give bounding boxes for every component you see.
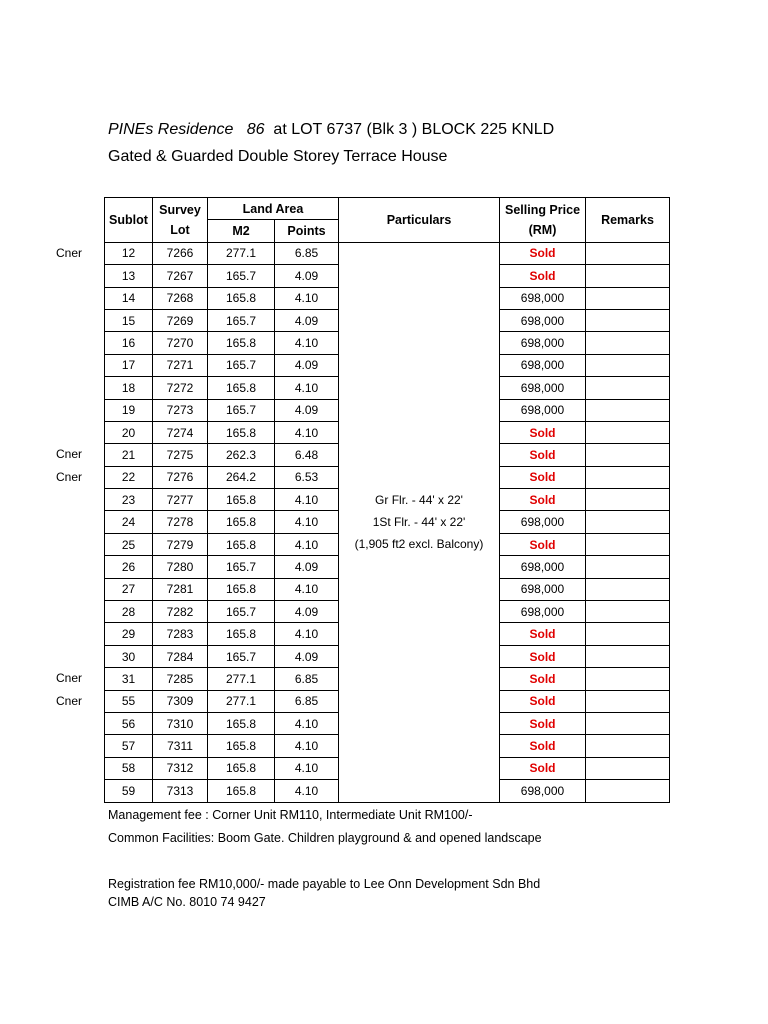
header-selling-price: Selling Price (RM)	[500, 198, 586, 243]
survey-lot-cell: 7282	[153, 601, 208, 623]
points-cell: 4.09	[275, 265, 339, 287]
m2-cell: 165.7	[208, 556, 275, 578]
points-cell: 4.10	[275, 533, 339, 555]
m2-cell: 277.1	[208, 242, 275, 264]
survey-lot-cell: 7285	[153, 668, 208, 690]
page-title	[108, 121, 554, 139]
selling-price-cell: 698,000	[500, 601, 586, 623]
points-cell: 4.10	[275, 287, 339, 309]
survey-lot-cell: 7313	[153, 780, 208, 802]
m2-cell: 165.7	[208, 645, 275, 667]
management-fee: Management fee : Corner Unit RM110, Intermediate Unit RM100/-	[108, 808, 473, 822]
header-m2: M2	[208, 220, 275, 242]
sublot-cell: 25	[105, 533, 153, 555]
points-cell: 4.09	[275, 601, 339, 623]
points-cell: 6.85	[275, 690, 339, 712]
m2-cell: 165.8	[208, 578, 275, 600]
selling-price-cell: Sold	[500, 735, 586, 757]
corner-unit-label: Cner	[56, 671, 83, 685]
survey-lot-cell: 7268	[153, 287, 208, 309]
survey-lot-cell: 7273	[153, 399, 208, 421]
points-cell: 4.10	[275, 421, 339, 443]
bank-account: CIMB A/C No. 8010 74 9427	[108, 895, 266, 909]
sublot-cell: 31	[105, 668, 153, 690]
survey-lot-cell: 7274	[153, 421, 208, 443]
header-survey-lot: Survey Lot	[153, 198, 208, 243]
remarks-cell	[586, 556, 670, 578]
m2-cell: 165.8	[208, 712, 275, 734]
header-sublot: Sublot	[105, 198, 153, 243]
selling-price-cell: 698,000	[500, 377, 586, 399]
remarks-cell	[586, 623, 670, 645]
survey-lot-cell: 7279	[153, 533, 208, 555]
m2-cell: 277.1	[208, 668, 275, 690]
survey-lot-cell: 7281	[153, 578, 208, 600]
remarks-cell	[586, 645, 670, 667]
particulars-line: (1,905 ft2 excl. Balcony)	[354, 537, 484, 552]
sublot-cell: 59	[105, 780, 153, 802]
selling-price-cell: 698,000	[500, 511, 586, 533]
selling-price-cell: Sold	[500, 466, 586, 488]
header-remarks: Remarks	[586, 198, 670, 243]
survey-lot-cell: 7278	[153, 511, 208, 533]
selling-price-cell: Sold	[500, 712, 586, 734]
m2-cell: 165.8	[208, 377, 275, 399]
selling-price-cell: Sold	[500, 489, 586, 511]
survey-lot-cell: 7312	[153, 757, 208, 779]
sublot-cell: 16	[105, 332, 153, 354]
points-cell: 6.53	[275, 466, 339, 488]
points-cell: 4.10	[275, 511, 339, 533]
lot-info: at LOT 6737 (Blk 3 ) BLOCK 225 KNLD	[273, 121, 555, 138]
points-cell: 4.10	[275, 332, 339, 354]
points-cell: 4.09	[275, 556, 339, 578]
remarks-cell	[586, 287, 670, 309]
survey-lot-cell: 7269	[153, 309, 208, 331]
m2-cell: 264.2	[208, 466, 275, 488]
sublot-cell: 28	[105, 601, 153, 623]
header-points: Points	[275, 220, 339, 242]
selling-price-cell: Sold	[500, 690, 586, 712]
points-cell: 4.09	[275, 309, 339, 331]
points-cell: 4.09	[275, 399, 339, 421]
survey-lot-cell: 7309	[153, 690, 208, 712]
m2-cell: 165.8	[208, 287, 275, 309]
remarks-cell	[586, 265, 670, 287]
table-row	[105, 242, 670, 264]
m2-cell: 262.3	[208, 444, 275, 466]
sublot-cell: 17	[105, 354, 153, 376]
survey-lot-cell: 7277	[153, 489, 208, 511]
remarks-cell	[586, 780, 670, 802]
common-facilities: Common Facilities: Boom Gate. Children playground & and opened landscape	[108, 831, 542, 845]
m2-cell: 165.8	[208, 623, 275, 645]
sublot-cell: 27	[105, 578, 153, 600]
m2-cell: 165.8	[208, 421, 275, 443]
points-cell: 4.10	[275, 623, 339, 645]
project-name: PINEs Residence	[108, 121, 234, 138]
points-cell: 6.85	[275, 668, 339, 690]
remarks-cell	[586, 421, 670, 443]
m2-cell: 165.8	[208, 489, 275, 511]
particulars-cell	[339, 242, 500, 802]
selling-price-cell: Sold	[500, 645, 586, 667]
selling-price-cell: Sold	[500, 242, 586, 264]
survey-lot-cell: 7311	[153, 735, 208, 757]
m2-cell: 165.8	[208, 757, 275, 779]
selling-price-cell: 698,000	[500, 399, 586, 421]
points-cell: 6.48	[275, 444, 339, 466]
sublot-cell: 19	[105, 399, 153, 421]
selling-price-cell: Sold	[500, 623, 586, 645]
sublot-cell: 57	[105, 735, 153, 757]
points-cell: 6.85	[275, 242, 339, 264]
points-cell: 4.09	[275, 354, 339, 376]
sublot-cell: 56	[105, 712, 153, 734]
selling-price-cell: 698,000	[500, 556, 586, 578]
m2-cell: 165.8	[208, 735, 275, 757]
sublot-cell: 22	[105, 466, 153, 488]
header-land-area: Land Area	[208, 198, 339, 220]
sublot-cell: 23	[105, 489, 153, 511]
sublot-cell: 29	[105, 623, 153, 645]
selling-price-cell: 698,000	[500, 354, 586, 376]
selling-price-cell: Sold	[500, 533, 586, 555]
m2-cell: 165.8	[208, 332, 275, 354]
sublot-cell: 24	[105, 511, 153, 533]
points-cell: 4.10	[275, 757, 339, 779]
remarks-cell	[586, 757, 670, 779]
sublot-cell: 21	[105, 444, 153, 466]
selling-price-cell: 698,000	[500, 780, 586, 802]
survey-lot-cell: 7280	[153, 556, 208, 578]
m2-cell: 165.8	[208, 511, 275, 533]
m2-cell: 165.7	[208, 265, 275, 287]
survey-lot-cell: 7271	[153, 354, 208, 376]
survey-lot-cell: 7270	[153, 332, 208, 354]
remarks-cell	[586, 578, 670, 600]
particulars-line: Gr Flr. - 44' x 22'	[375, 493, 463, 508]
m2-cell: 165.7	[208, 309, 275, 331]
survey-lot-cell: 7275	[153, 444, 208, 466]
selling-price-cell: 698,000	[500, 332, 586, 354]
remarks-cell	[586, 668, 670, 690]
sublot-cell: 12	[105, 242, 153, 264]
sublot-cell: 14	[105, 287, 153, 309]
remarks-cell	[586, 377, 670, 399]
selling-price-cell: Sold	[500, 757, 586, 779]
remarks-cell	[586, 601, 670, 623]
corner-unit-label: Cner	[56, 447, 83, 461]
price-list-table	[104, 197, 670, 803]
corner-unit-label: Cner	[56, 694, 83, 708]
points-cell: 4.10	[275, 489, 339, 511]
remarks-cell	[586, 712, 670, 734]
particulars-line: 1St Flr. - 44' x 22'	[372, 515, 466, 530]
sublot-cell: 30	[105, 645, 153, 667]
selling-price-cell: 698,000	[500, 578, 586, 600]
remarks-cell	[586, 489, 670, 511]
selling-price-cell: Sold	[500, 668, 586, 690]
selling-price-cell: Sold	[500, 265, 586, 287]
points-cell: 4.10	[275, 578, 339, 600]
m2-cell: 165.7	[208, 354, 275, 376]
remarks-cell	[586, 242, 670, 264]
sublot-cell: 20	[105, 421, 153, 443]
m2-cell: 165.7	[208, 399, 275, 421]
sublot-cell: 13	[105, 265, 153, 287]
remarks-cell	[586, 735, 670, 757]
points-cell: 4.10	[275, 735, 339, 757]
corner-unit-label: Cner	[56, 470, 83, 484]
remarks-cell	[586, 354, 670, 376]
survey-lot-cell: 7266	[153, 242, 208, 264]
remarks-cell	[586, 466, 670, 488]
selling-price-cell: Sold	[500, 444, 586, 466]
sublot-cell: 18	[105, 377, 153, 399]
remarks-cell	[586, 690, 670, 712]
points-cell: 4.10	[275, 377, 339, 399]
m2-cell: 277.1	[208, 690, 275, 712]
remarks-cell	[586, 444, 670, 466]
remarks-cell	[586, 399, 670, 421]
selling-price-cell: Sold	[500, 421, 586, 443]
survey-lot-cell: 7284	[153, 645, 208, 667]
sublot-cell: 15	[105, 309, 153, 331]
m2-cell: 165.7	[208, 601, 275, 623]
m2-cell: 165.8	[208, 780, 275, 802]
points-cell: 4.10	[275, 780, 339, 802]
selling-price-cell: 698,000	[500, 287, 586, 309]
remarks-cell	[586, 533, 670, 555]
sublot-cell: 55	[105, 690, 153, 712]
corner-unit-label: Cner	[56, 246, 83, 260]
remarks-cell	[586, 332, 670, 354]
sublot-cell: 26	[105, 556, 153, 578]
page-subtitle: Gated & Guarded Double Storey Terrace House	[108, 148, 448, 165]
selling-price-cell: 698,000	[500, 309, 586, 331]
survey-lot-cell: 7267	[153, 265, 208, 287]
remarks-cell	[586, 309, 670, 331]
remarks-cell	[586, 511, 670, 533]
registration-fee: Registration fee RM10,000/- made payable to Lee Onn Development Sdn Bhd	[108, 877, 541, 891]
survey-lot-cell: 7310	[153, 712, 208, 734]
points-cell: 4.09	[275, 645, 339, 667]
sublot-cell: 58	[105, 757, 153, 779]
project-number: 86	[246, 121, 265, 138]
survey-lot-cell: 7272	[153, 377, 208, 399]
survey-lot-cell: 7283	[153, 623, 208, 645]
m2-cell: 165.8	[208, 533, 275, 555]
survey-lot-cell: 7276	[153, 466, 208, 488]
header-particulars: Particulars	[339, 198, 500, 243]
points-cell: 4.10	[275, 712, 339, 734]
